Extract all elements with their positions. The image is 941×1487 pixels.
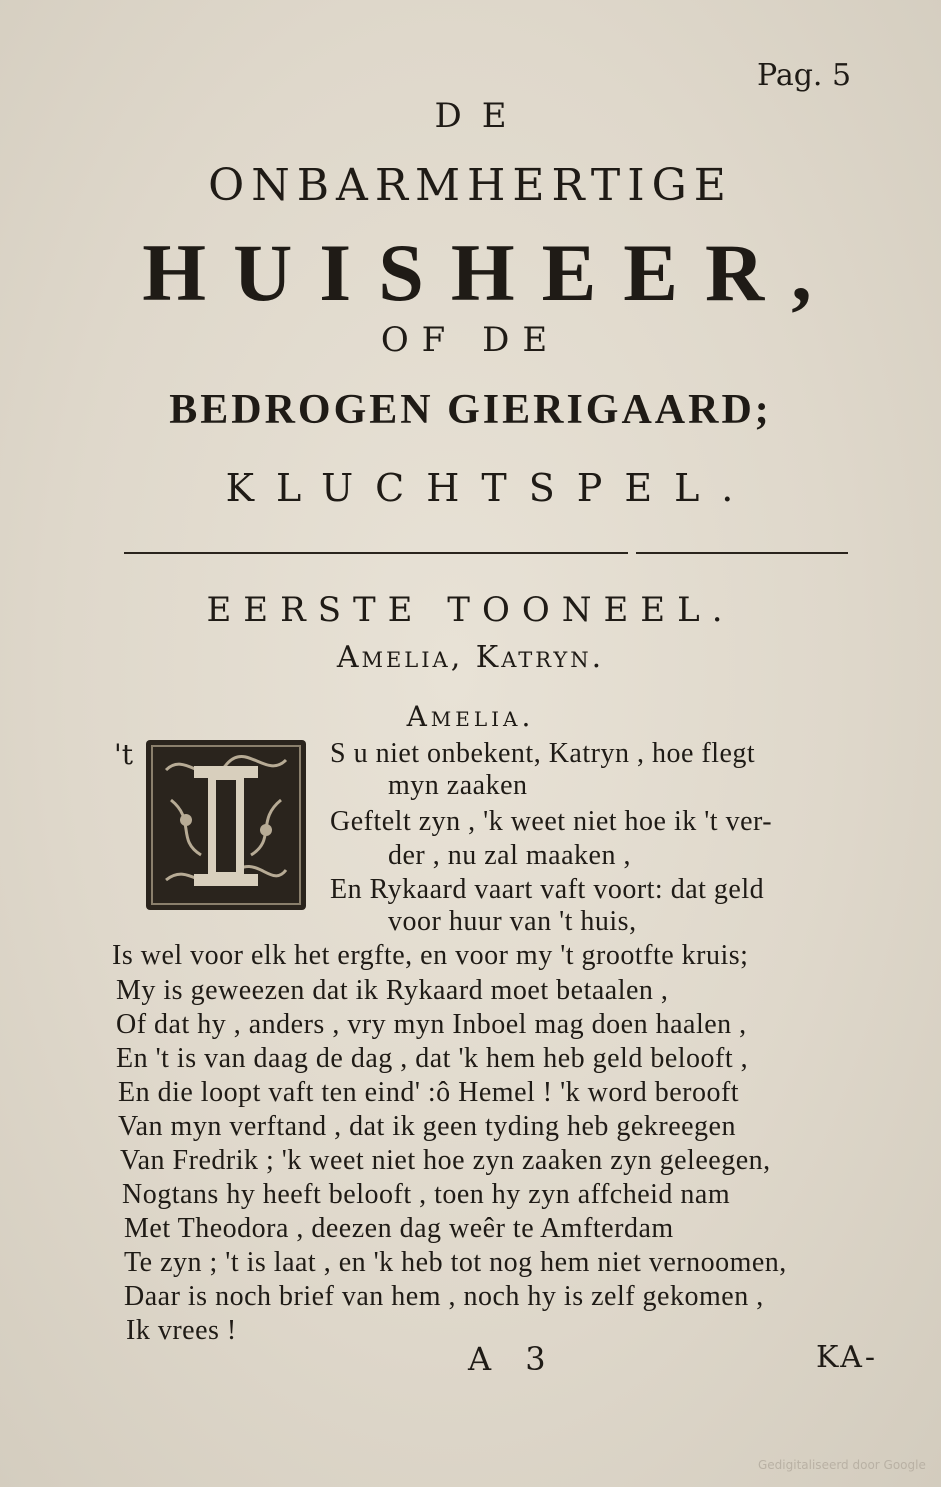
title-line-bedrogen-gierigaard: BEDROGEN GIERIGAARD;	[169, 387, 772, 433]
verse-line: Is wel voor elk het ergfte, en voor my 't grootfte kruis;	[112, 940, 749, 971]
dramatis-personae: Amelia, Katryn.	[336, 640, 605, 675]
title-line-kluchtspel: KLUCHTSPEL.	[225, 466, 756, 510]
verse-line: Van Fredrik ; 'k weet niet hoe zyn zaaken zyn geleegen,	[120, 1145, 771, 1176]
divider-rule-left	[124, 552, 628, 554]
verse-line: Daar is noch brief van hem , noch hy is zelf gekomen ,	[124, 1281, 764, 1312]
verse-line: En 't is van daag de dag , dat 'k hem heb geld belooft ,	[116, 1043, 749, 1074]
page-number: Pag. 5	[757, 58, 852, 93]
verse-line: En die loopt vaft ten eind' :ô Hemel ! 'k word berooft	[118, 1077, 740, 1108]
verse-line: Nogtans hy heeft belooft , toen hy zyn affcheid nam	[122, 1179, 731, 1210]
verse-line: Ik vrees !	[126, 1315, 237, 1346]
title-line-de: DE	[434, 96, 527, 136]
verse-line: Of dat hy , anders , vry myn Inboel mag doen haalen ,	[116, 1009, 747, 1040]
catchword: KA-	[816, 1340, 878, 1375]
verse-line: myn zaaken	[388, 770, 528, 801]
verse-line: Te zyn ; 't is laat , en 'k heb tot nog hem niet vernoomen,	[124, 1247, 787, 1278]
verse-line: Met Theodora , deezen dag weêr te Amfterdam	[124, 1213, 674, 1244]
opening-mark: 't	[114, 738, 133, 771]
divider-rule-right	[636, 552, 848, 554]
title-line-huisheer: HUISHEER,	[142, 227, 839, 318]
verse-line: der , nu zal maaken ,	[388, 840, 631, 871]
title-line-onbarmhertige: ONBARMHERTIGE	[208, 160, 733, 211]
verse-line: My is geweezen dat ik Rykaard moet betaalen ,	[116, 975, 669, 1006]
speaker-name: Amelia.	[406, 700, 535, 733]
verse-line: S u niet onbekent, Katryn , hoe flegt	[330, 738, 756, 769]
verse-line: voor huur van 't huis,	[388, 906, 637, 937]
signature-mark: A 3	[468, 1340, 558, 1378]
verse-line: Geftelt zyn , 'k weet niet hoe ik 't ver-	[330, 806, 773, 837]
title-line-of-de: OF DE	[380, 320, 561, 360]
verse-line: En Rykaard vaart vaft voort: dat geld	[330, 874, 765, 905]
digitization-watermark: Gedigitaliseerd door Google	[758, 1458, 926, 1472]
verse-line: Van myn verftand , dat ik geen tyding heb gekreegen	[118, 1111, 736, 1142]
scene-heading: EERSTE TOONEEL.	[206, 590, 735, 630]
decorated-initial-I-icon	[146, 740, 306, 910]
